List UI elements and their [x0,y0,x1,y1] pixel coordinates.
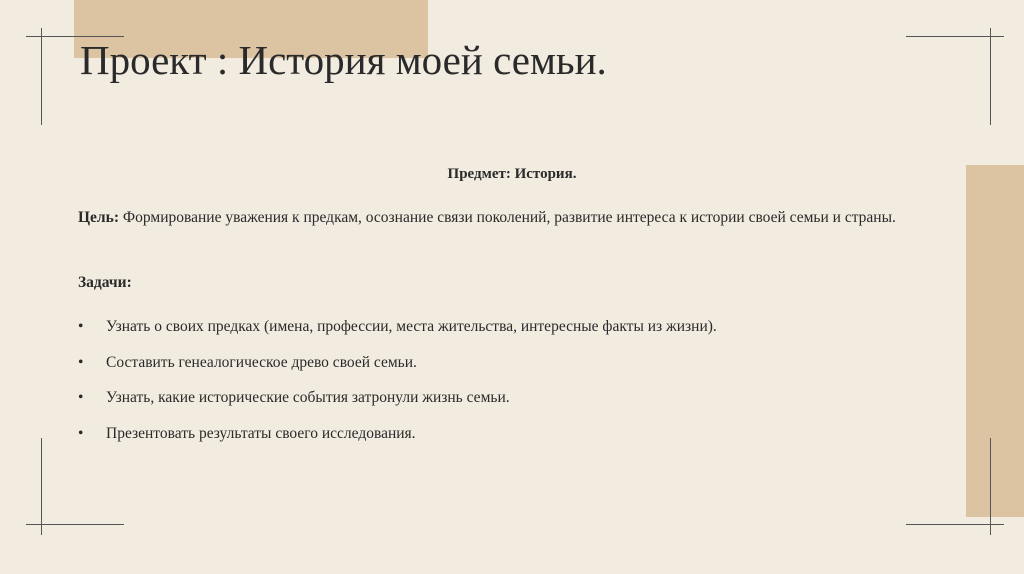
task-item [78,352,717,388]
task-item [78,423,717,459]
corner-line-top-left-vertical [41,28,42,125]
goal-paragraph [78,206,948,230]
corner-line-bottom-right-vertical [990,438,991,535]
tasks-list [78,316,717,458]
subject-line: Предмет: История. [447,166,577,182]
corner-line-top-right-vertical [990,28,991,125]
bullet-icon: • [78,389,84,406]
bullet-icon: • [78,353,84,371]
goal-label: Цель: [78,209,119,226]
goal-text: Формирование уважения к предкам, осознание связи поколений, развитие интереса к истории своей семьи и страны. [119,209,896,226]
task-text: Узнать о своих предках (имена, профессии, места жительства, интересные факты из жизни). [106,318,717,335]
task-text: Презентовать результаты своего исследования. [106,424,416,442]
slide-title: Проект : История моей семьи. [80,37,607,83]
corner-line-bottom-left-vertical [41,438,42,535]
task-item [78,316,717,352]
task-text: Составить генеалогическое древо своей семьи. [106,353,417,371]
task-item [78,387,717,423]
bullet-icon: • [78,318,84,335]
decorative-right-block [966,165,1024,517]
bullet-icon: • [78,424,84,442]
task-text: Узнать, какие исторические события затронули жизнь семьи. [106,389,510,406]
tasks-heading: Задачи: [78,274,132,291]
